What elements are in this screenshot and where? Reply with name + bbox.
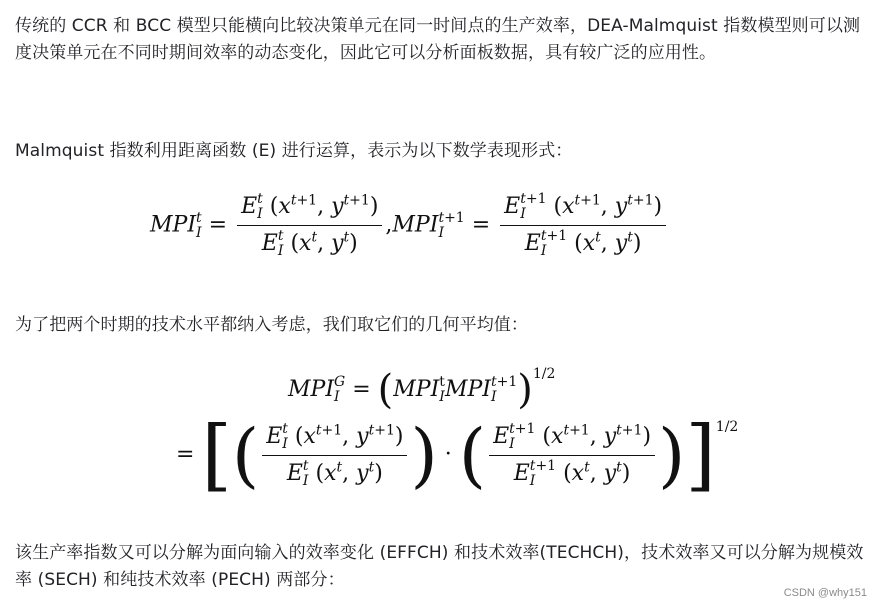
geometric-mean-paragraph: 为了把两个时期的技术水平都纳入考虑，我们取它们的几何平均值： [15,315,528,335]
intro-paragraph: 传统的 CCR 和 BCC 模型只能横向比较决策单元在同一时间点的生产效率，DEA-Malmquist 指数模型则可以测度决策单元在不同时期间效率的动态变化，因此它可以分析面板数据，具有较广泛的应用性。 [15,16,861,63]
decomposition-paragraph: 该生产率指数又可以分解为面向输入的效率变化 (EFFCH) 和技术效率(TECHCH)，技术效率又可以分解为规模效率 (SECH) 和纯技术效率 (PECH) 两部分： [15,543,864,590]
csdn-watermark: CSDN @why151 [783,587,867,599]
definition-paragraph: Malmquist 指数利用距离函数 (E) 进行运算，表示为以下数学表现形式： [15,141,573,161]
equation-mpi-expanded: = [( E t I ($x^{t+1}$, $y^{t+1}$) E t I ($x^t$, $y^t$) ) · ( E t+1 I ($x^{t+1}$, $y^{t+1}$) E t+1 I ($x^t$, $y^t$) )]$^{1/2}$ [176,410,739,500]
equation-mpi-geometric-mean: MPI G I = (MPI t I MPI t+1 I )$^{1/2}$ [288,366,556,413]
equation-mpi-definitions: MPI t I = E t I ($x^{t+1}$, $y^{t+1}$) E t I ($x^t$, $y^t$) ,MPI t+1 I = E t+1 I ($x^{t+1}$, $y^{t+1}$) E t+1 I ($x^t$, $y^t$) [150,192,669,259]
